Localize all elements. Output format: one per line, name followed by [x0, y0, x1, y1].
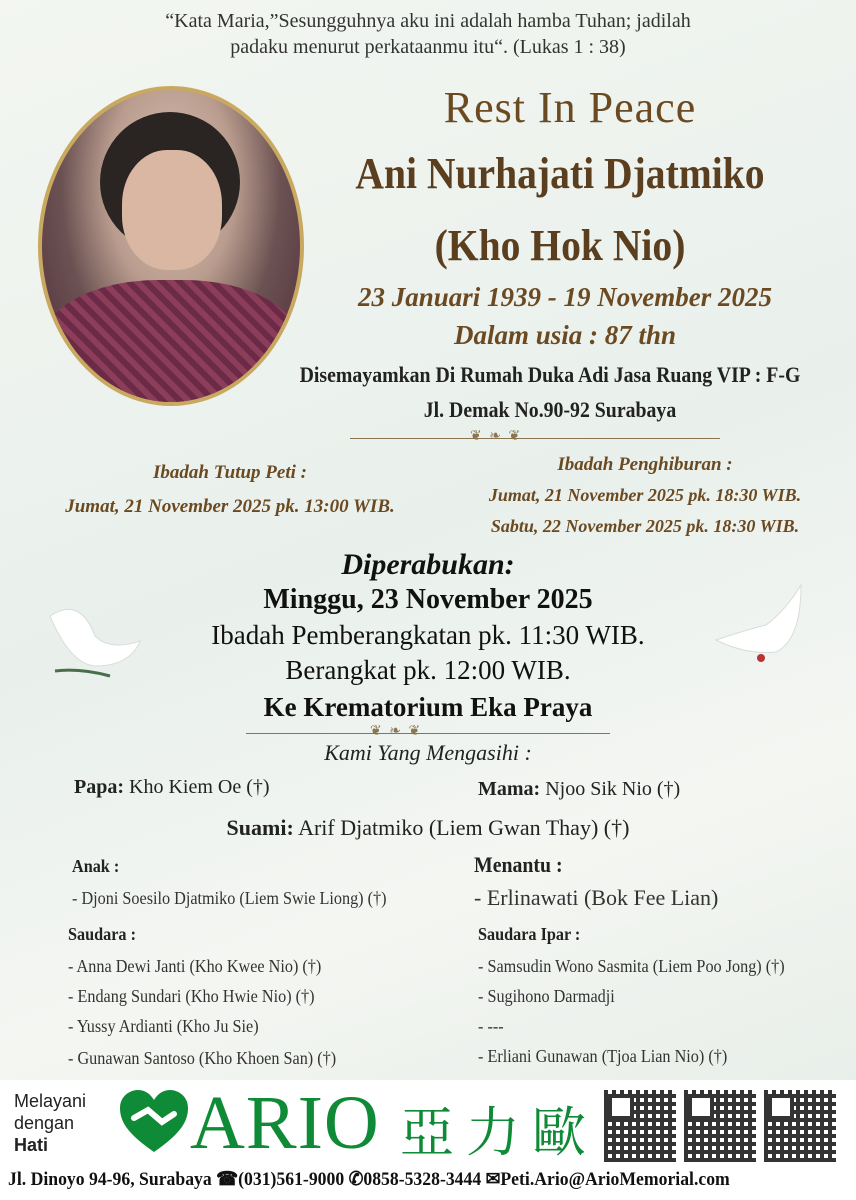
verse-line-1: “Kata Maria,”Sesungguhnya aku ini adalah hamba Tuhan; jadilah	[165, 10, 691, 32]
ipar-item: - ---	[478, 1016, 504, 1036]
papa-label: Papa:	[74, 776, 124, 798]
ipar-item: - Sugihono Darmadji	[478, 986, 615, 1006]
deceased-alias: (Kho Hok Nio)	[434, 221, 686, 270]
deceased-portrait	[38, 86, 304, 406]
departure-service-time: Ibadah Pemberangkatan pk. 11:30 WIB.	[211, 620, 645, 650]
tutup-peti-title: Ibadah Tutup Peti :	[153, 462, 307, 483]
anak-item: - Djoni Soesilo Djatmiko (Liem Swie Liong) (†)	[72, 888, 387, 908]
slogan-line-3: Hati	[14, 1135, 49, 1155]
suami-entry	[0, 815, 856, 841]
qr-code-icon[interactable]	[684, 1090, 756, 1162]
mama-name: Njoo Sik Nio (†)	[545, 778, 681, 800]
rest-in-peace-title: Rest In Peace	[443, 83, 697, 132]
saudara-item: - Anna Dewi Janti (Kho Kwee Nio) (†)	[68, 956, 322, 976]
ipar-heading: Saudara Ipar :	[478, 924, 581, 944]
saudara-item: - Endang Sundari (Kho Hwie Nio) (†)	[68, 986, 315, 1006]
mama-label: Mama:	[478, 778, 541, 800]
menantu-item: - Erlinawati (Bok Fee Lian)	[474, 885, 719, 910]
dove-left-icon	[40, 596, 160, 692]
suami-label: Suami:	[226, 815, 294, 840]
divider-top	[350, 438, 720, 439]
funeral-address: Jl. Demak No.90-92 Surabaya	[423, 397, 677, 422]
penghiburan-time-2: Sabtu, 22 November 2025 pk. 18:30 WIB.	[490, 516, 800, 536]
slogan-line-1: Melayani	[14, 1091, 87, 1111]
funeral-location: Disemayamkan Di Rumah Duka Adi Jasa Ruang VIP : F-G	[299, 362, 801, 387]
divider-middle	[246, 733, 610, 734]
footer-slogan	[14, 1090, 124, 1156]
qr-code-icon[interactable]	[764, 1090, 836, 1162]
tutup-peti-time: Jumat, 21 November 2025 pk. 13:00 WIB.	[65, 496, 395, 517]
papa-entry	[74, 776, 270, 799]
portrait-clothing	[42, 280, 300, 406]
handshake-heart-icon	[118, 1088, 190, 1156]
saudara-item: - Gunawan Santoso (Kho Khoen San) (†)	[68, 1048, 337, 1068]
anak-heading: Anak :	[72, 856, 120, 876]
saudara-heading: Saudara :	[68, 924, 136, 944]
slogan-line-2: dengan	[14, 1113, 75, 1133]
crematorium-destination: Ke Krematorium Eka Praya	[263, 692, 593, 722]
saudara-item: - Yussy Ardianti (Kho Ju Sie)	[68, 1016, 259, 1036]
ipar-item: - Erliani Gunawan (Tjoa Lian Nio) (†)	[478, 1046, 728, 1066]
life-dates: 23 Januari 1939 - 19 November 2025	[358, 282, 772, 312]
scripture-verse	[40, 8, 816, 60]
departure-time: Berangkat pk. 12:00 WIB.	[285, 655, 571, 685]
brand-name-chinese: 亞力歐	[400, 1101, 598, 1164]
verse-line-2: padaku menurut perkataanmu itu“. (Lukas 1 : 38)	[230, 36, 626, 58]
family-heading: Kami Yang Mengasihi :	[324, 740, 532, 765]
papa-name: Kho Kiem Oe (†)	[129, 776, 270, 798]
qr-code-icon[interactable]	[604, 1090, 676, 1162]
penghiburan-time-1: Jumat, 21 November 2025 pk. 18:30 WIB.	[488, 485, 802, 505]
suami-name: Arif Djatmiko (Liem Gwan Thay) (†)	[298, 815, 630, 840]
footer-contact: Jl. Dinoyo 94-96, Surabaya ☎(031)561-9000 ✆0858-5328-3444 ✉Peti.Ario@ArioMemorial.com	[8, 1169, 730, 1190]
deceased-name: Ani Nurhajati Djatmiko	[355, 149, 765, 198]
cremation-title: Diperabukan:	[341, 548, 515, 581]
mama-entry	[478, 778, 680, 801]
menantu-heading: Menantu :	[474, 852, 563, 877]
brand-name: ARIO	[190, 1081, 380, 1165]
age-at-death: Dalam usia : 87 thn	[453, 320, 677, 350]
ornament-flourish-icon: ❦ ❧ ❦	[470, 429, 523, 444]
cremation-date: Minggu, 23 November 2025	[263, 584, 593, 615]
dove-right-icon	[706, 580, 816, 680]
penghiburan-title: Ibadah Penghiburan :	[557, 454, 733, 475]
ornament-divider-icon: ❦ ❧ ❦	[370, 724, 423, 739]
ipar-item: - Samsudin Wono Sasmita (Liem Poo Jong) (†)	[478, 956, 785, 976]
portrait-face	[122, 150, 222, 270]
